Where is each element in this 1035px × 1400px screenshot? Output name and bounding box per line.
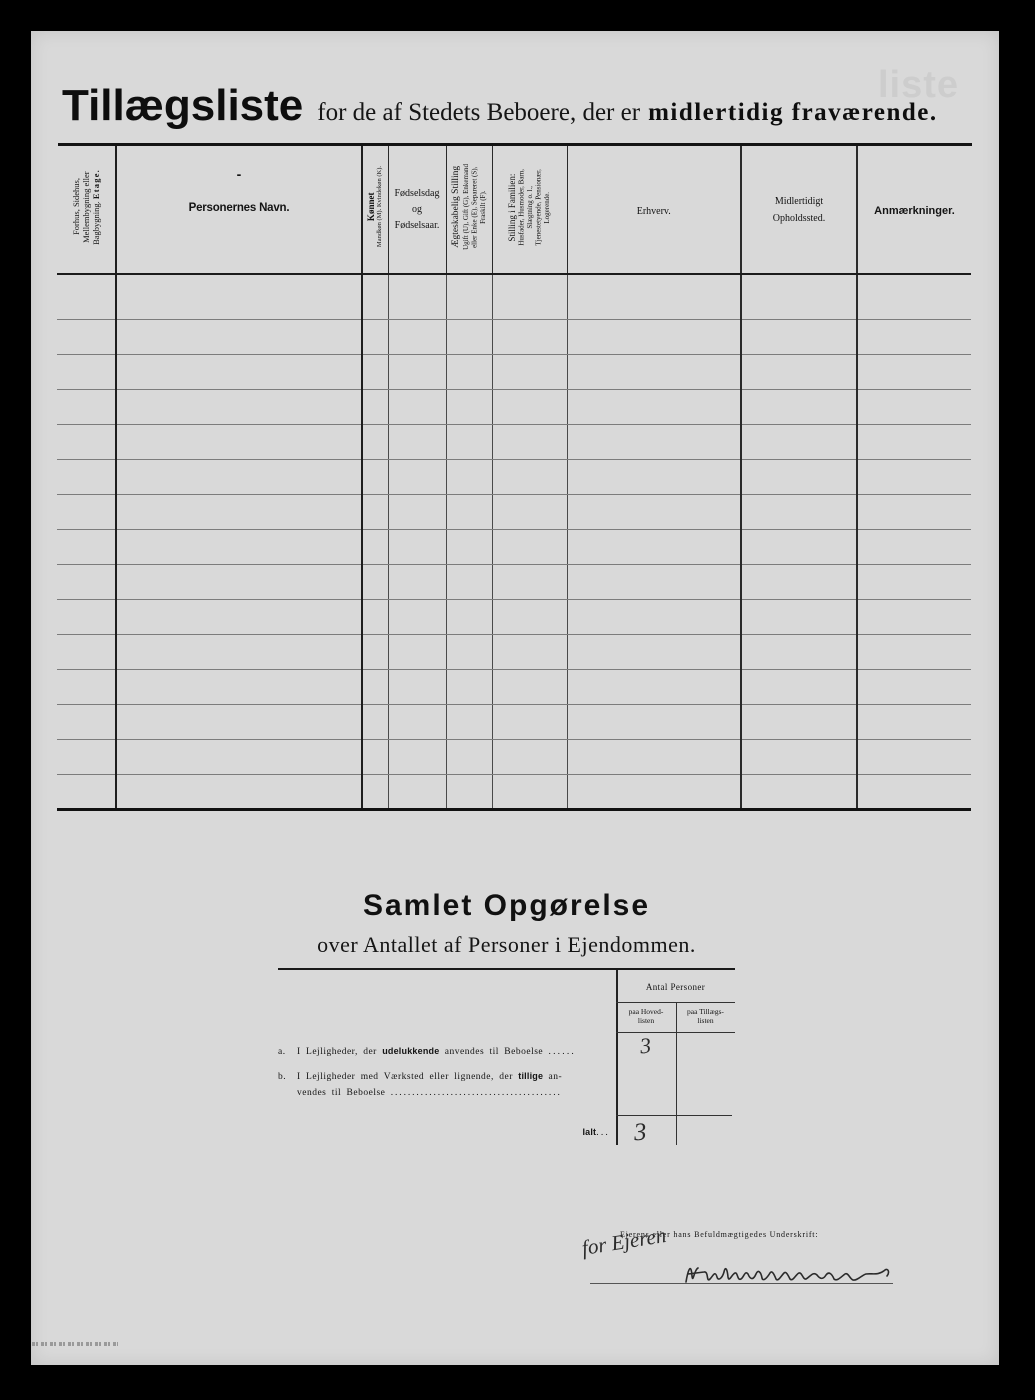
cell-remarks [857,424,971,459]
cell-family [492,319,567,354]
table-row [57,599,971,634]
cell-remarks [857,739,971,774]
total-leader: ... [596,1128,610,1138]
table-row [57,564,971,599]
cell-occupation [567,704,741,739]
row-b-text: I Lejligheder med Værksted eller lignende, der [297,1072,513,1082]
cell-family [492,739,567,774]
header-marital-text [451,164,488,250]
bleed-through-text: liste [878,64,960,106]
cell-sex [362,274,388,319]
cell-family [492,354,567,389]
cell-sex [362,459,388,494]
header-family-line: Husfader, Husmoder, Barn, [517,168,526,246]
header-occupation-label: Erhverv. [636,205,671,217]
column-main-list [616,1007,676,1025]
cell-marital [446,354,492,389]
header-family-title: Stilling i Familien: [507,173,518,242]
header-location-floor: Etage. [91,169,101,200]
header-birth [388,146,446,274]
cell-remarks [857,634,971,669]
row-a-emphasis: udelukkende [382,1046,440,1056]
cell-name [116,774,362,809]
cell-location [57,494,116,529]
header-occupation [567,146,741,274]
header-marital-line: Ugift (U), Gift (G), Enkemand [461,164,470,250]
cell-occupation [567,274,741,319]
cell-name [116,704,362,739]
cell-family [492,529,567,564]
cell-residence [741,529,857,564]
register-table [57,146,971,811]
cell-occupation [567,739,741,774]
cell-remarks [857,459,971,494]
cell-marital [446,529,492,564]
summary-row-a [278,1044,576,1059]
header-name [116,146,362,274]
cell-sex [362,564,388,599]
header-sex-detail: Mandkøn (M). Kvindekøn (K). [376,166,384,248]
column-main-line: listen [637,1016,655,1025]
cell-occupation [567,354,741,389]
header-sex [362,146,388,274]
header-name-label: Personernes Navn. [188,202,290,214]
total-label: Ialt [582,1127,597,1137]
header-residence-line: Opholdssted. [772,212,826,224]
cell-location [57,669,116,704]
row-a-text-end: anvendes til Beboelse [444,1047,544,1057]
header-row [57,146,971,274]
row-a-leader: ...... [548,1047,576,1057]
cell-location [57,354,116,389]
cell-location [57,634,116,669]
cell-occupation [567,774,741,809]
cell-occupation [567,529,741,564]
row-b-hyphen: an- [548,1072,563,1082]
cell-remarks [857,529,971,564]
header-family-line: Tjenestetyende, Pensionær, [534,168,543,246]
cell-name [116,459,362,494]
table-row [57,424,971,459]
cell-sex [362,424,388,459]
header-sex-title: Kønnet [366,192,377,222]
cell-residence [741,354,857,389]
header-location-text [71,169,101,245]
cell-family [492,704,567,739]
signature-line [590,1283,893,1284]
register-body [57,274,971,809]
cell-marital [446,274,492,319]
table-row [57,669,971,704]
table-row [57,274,971,319]
table-row [57,634,971,669]
cell-residence [741,599,857,634]
cell-birth [388,704,446,739]
summary-title: Samlet Opgørelse [362,889,651,922]
summary-rule [278,968,735,970]
cell-family [492,634,567,669]
cell-remarks [857,494,971,529]
header-residence-text [742,193,856,227]
cell-remarks [857,704,971,739]
cell-name [116,529,362,564]
cell-name [116,389,362,424]
cell-location [57,599,116,634]
cell-birth [388,529,446,564]
cell-remarks [857,774,971,809]
cell-location [57,389,116,424]
cell-name [116,669,362,704]
header-marital-title: Ægteskabelig Stilling [450,165,461,249]
cell-location [57,564,116,599]
row-a-main-count: 3 [638,1032,653,1059]
cell-birth [388,599,446,634]
register-header [57,146,971,274]
cell-family [492,274,567,319]
cell-marital [446,669,492,704]
cell-occupation [567,459,741,494]
cell-residence [741,634,857,669]
table-row [57,739,971,774]
cell-location [57,459,116,494]
cell-name [116,354,362,389]
cell-birth [388,354,446,389]
table-row [57,529,971,564]
cell-remarks [857,389,971,424]
row-b-emphasis: tillige [518,1071,544,1081]
summary-divider [616,1032,735,1033]
cell-marital [446,319,492,354]
cell-location [57,274,116,319]
cell-birth [388,739,446,774]
cell-sex [362,669,388,704]
signature-scribble [682,1256,897,1292]
cell-marital [446,599,492,634]
total-main-count: 3 [633,1118,648,1147]
cell-occupation [567,669,741,704]
table-row [57,354,971,389]
cell-marital [446,634,492,669]
row-marker: a. [278,1047,286,1057]
cell-sex [362,319,388,354]
header-location [57,146,116,274]
cell-name [116,634,362,669]
table-row [57,494,971,529]
cell-birth [388,564,446,599]
header-name-box [117,146,361,273]
cell-family [492,669,567,704]
cell-name [116,494,362,529]
row-marker: b. [278,1072,287,1082]
summary-row-b-continued [297,1086,562,1100]
column-supplement-line: paa Tillægs- [687,1007,724,1016]
cell-sex [362,494,388,529]
cell-marital [446,494,492,529]
cell-sex [362,704,388,739]
header-name-mark: - [236,166,242,182]
cell-location [57,529,116,564]
header-family [492,146,567,274]
cell-residence [741,389,857,424]
printer-imprint [32,1342,118,1346]
cell-birth [388,274,446,319]
header-birth-line: og [412,203,422,215]
cell-marital [446,739,492,774]
column-supplement-list [676,1007,735,1025]
cell-residence [741,494,857,529]
cell-family [492,774,567,809]
cell-name [116,564,362,599]
header-residence [741,146,857,274]
cell-occupation [567,494,741,529]
cell-sex [362,389,388,424]
header-marital-line: eller Enke (E), Separeret (S), [470,166,479,248]
summary-divider [616,1002,735,1003]
cell-occupation [567,424,741,459]
header-marital [446,146,492,274]
cell-residence [741,274,857,319]
cell-birth [388,669,446,704]
cell-family [492,494,567,529]
cell-remarks [857,274,971,319]
cell-residence [741,704,857,739]
header-remarks [857,146,971,274]
signature-caption: Ejerens eller hans Befuldmægtigedes Underskrift: [620,1230,819,1239]
row-b-leader: ........................................ [390,1088,562,1098]
cell-location [57,774,116,809]
form-subtitle: for de af Stedets Beboere, der er [317,99,641,126]
cell-remarks [857,564,971,599]
cell-location [57,424,116,459]
column-supplement-line: listen [697,1016,714,1025]
cell-residence [741,424,857,459]
summary-subtitle: over Antallet af Personer i Ejendommen. [317,932,696,957]
header-residence-line: Midlertidigt [774,195,824,207]
form-subtitle-emphasis: midlertidig fraværende. [648,99,938,126]
cell-residence [741,669,857,704]
cell-marital [446,424,492,459]
cell-family [492,424,567,459]
cell-residence [741,319,857,354]
cell-sex [362,774,388,809]
header-location-line: Forhus, Sidehus, [71,178,81,236]
cell-sex [362,529,388,564]
cell-remarks [857,599,971,634]
cell-location [57,739,116,774]
row-b-text-end: vendes til Beboelse [297,1088,386,1098]
cell-name [116,424,362,459]
cell-name [116,739,362,774]
cell-birth [388,634,446,669]
cell-family [492,459,567,494]
header-location-line: Mellembygning eller [81,171,91,243]
cell-marital [446,389,492,424]
table-row [57,459,971,494]
cell-birth [388,424,446,459]
cell-name [116,599,362,634]
summary-total [480,1125,610,1140]
cell-remarks [857,354,971,389]
cell-occupation [567,564,741,599]
header-birth-line: Fødselsdag [394,187,440,199]
form-title: Tillægsliste [62,81,304,130]
cell-occupation [567,634,741,669]
cell-birth [388,459,446,494]
summary-divider [616,970,618,1145]
cell-location [57,704,116,739]
cell-marital [446,459,492,494]
count-header: Antal Personer [645,982,706,992]
header-location-building: Bagbygning. [91,201,101,245]
table-row [57,774,971,809]
summary-divider [616,1115,732,1116]
signature-prefix: for Ejeren [580,1223,668,1261]
cell-occupation [567,389,741,424]
cell-residence [741,774,857,809]
cell-sex [362,634,388,669]
cell-family [492,564,567,599]
table-row [57,389,971,424]
cell-remarks [857,669,971,704]
cell-name [116,274,362,319]
cell-occupation [567,599,741,634]
row-a-text: I Lejligheder, der [297,1047,377,1057]
header-family-text [507,169,552,246]
cell-residence [741,564,857,599]
cell-marital [446,564,492,599]
cell-residence [741,739,857,774]
cell-family [492,389,567,424]
header-birth-text [389,186,446,234]
cell-birth [388,389,446,424]
cell-residence [741,459,857,494]
header-family-line: Logerende. [543,191,552,223]
cell-marital [446,704,492,739]
cell-location [57,319,116,354]
header-remarks-label: Anmærkninger. [874,204,955,217]
header-family-line: Slægtning o. l., [526,185,535,229]
header-marital-line: Fraskilt (F). [478,190,487,224]
cell-occupation [567,319,741,354]
cell-name [116,319,362,354]
cell-birth [388,774,446,809]
cell-birth [388,319,446,354]
cell-birth [388,494,446,529]
header-birth-line: Fødselsaar. [394,219,440,231]
summary-row-b [278,1069,562,1084]
table-row [57,704,971,739]
cell-marital [446,774,492,809]
cell-remarks [857,319,971,354]
cell-family [492,599,567,634]
cell-sex [362,354,388,389]
column-main-line: paa Hoved- [628,1007,664,1016]
header-location-line [91,169,101,245]
cell-sex [362,599,388,634]
header-sex-text [366,166,384,247]
cell-sex [362,739,388,774]
form-heading [62,81,938,130]
table-row [57,319,971,354]
